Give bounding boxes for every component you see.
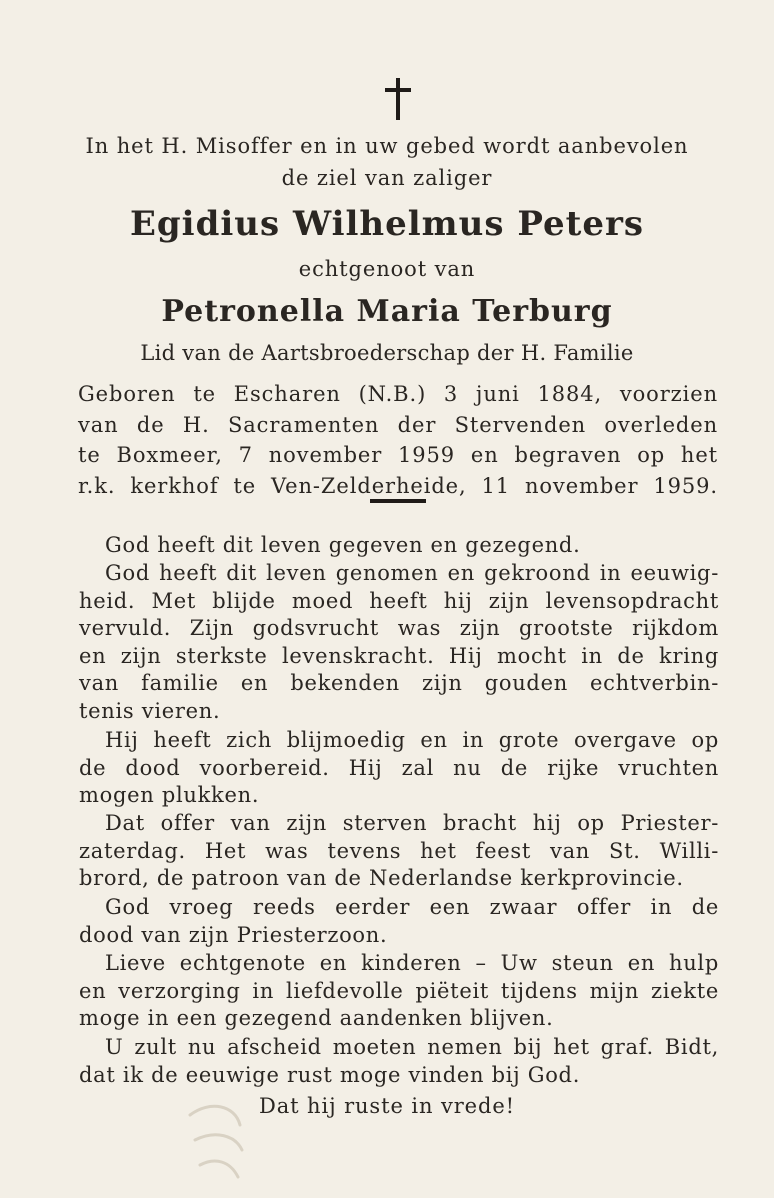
text-line: en zijn sterkste levenskracht. Hij mocht in de kring [79,643,719,668]
paragraph-6 [79,950,719,1033]
text-line: God heeft dit leven genomen en gekroond in eeuwig- [105,561,719,585]
paragraph-4 [79,810,719,893]
text-line: heid. Met blijde moed heeft hij zijn levensopdracht [79,588,719,613]
paragraph-3 [79,727,719,810]
text-line: moge in een gezegend aandenken blijven. [79,1006,554,1030]
paragraph-1 [79,532,719,560]
bio-line: van de H. Sacramenten der Stervenden overleden [78,412,718,437]
text-line: Dat offer van zijn sterven bracht hij op Priester- [105,811,719,835]
biography [78,379,718,501]
text-line: dat ik de eeuwige rust moge vinden bij God. [79,1062,581,1087]
text-line: mogen plukken. [79,783,260,807]
cross-icon [383,78,413,122]
text-line: Lieve echtgenote en kinderen – Uw steun en hulp [105,951,719,975]
closing-line: Dat hij ruste in vrede! [258,1094,516,1118]
text-line: brord, de patroon van de Nederlandse kerkprovincie. [79,866,684,890]
text-line: U zult nu afscheid moeten nemen bij het graf. Bidt, [105,1035,719,1059]
text-line: Hij heeft zich blijmoedig en in grote overgave op [105,728,719,752]
text-line: God vroeg reeds eerder een zwaar offer in de [105,895,719,919]
divider [370,499,426,503]
text-line: de dood voorbereid. Hij zal nu de rijke vruchten [79,755,719,780]
spouse-intro: echtgenoot van [298,257,476,281]
membership-line: Lid van de Aartsbroederschap der H. Familie [140,341,634,365]
bio-line: Geboren te Escharen (N.B.) 3 juni 1884, voorzien [78,382,718,406]
text-line: dood van zijn Priesterzoon. [79,922,388,947]
paragraph-2 [79,560,719,725]
bio-line: te Boxmeer, 7 november 1959 en begraven op het [78,443,718,467]
intro-line-2: de ziel van zaliger [281,166,493,190]
spouse-name: Petronella Maria Terburg [161,294,613,329]
text-line: vervuld. Zijn godsvrucht was zijn grootste rijkdom [79,616,719,640]
bio-line: r.k. kerkhof te Ven-Zelderheide, 11 november 1959. [78,473,718,498]
text-line: en verzorging in liefdevolle piëteit tijdens mijn ziekte [79,978,719,1003]
text-line: tenis vieren. [79,698,221,723]
paragraph-5 [79,894,719,949]
deceased-name: Egidius Wilhelmus Peters [129,204,645,244]
text-line: God heeft dit leven gegeven en gezegend. [105,533,581,557]
paragraph-7 [79,1034,719,1089]
pencil-mark-icon [180,1095,260,1185]
text-line: zaterdag. Het was tevens het feest van St. Willi- [79,838,719,863]
text-line: van familie en bekenden zijn gouden echtverbin- [79,671,719,695]
intro-line-1: In het H. Misoffer en in uw gebed wordt aanbevolen [85,134,689,158]
